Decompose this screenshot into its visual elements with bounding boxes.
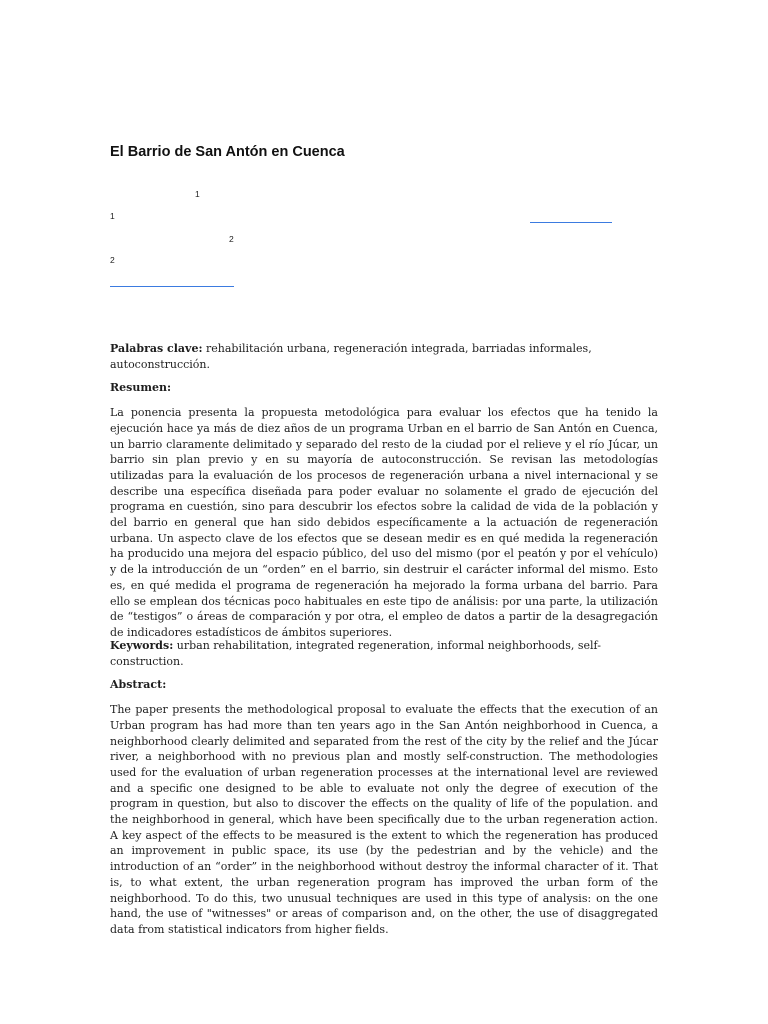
keywords-label-en: Keywords:	[110, 639, 174, 652]
spanish-keywords	[110, 341, 658, 372]
affiliation-1-mark: 1	[110, 211, 115, 221]
keywords-label-es: Palabras clave:	[110, 342, 203, 355]
english-abstract-section	[110, 638, 658, 938]
paper-title: El Barrio de San Antón en Cuenca	[110, 144, 345, 160]
resumen-text: La ponencia presenta la propuesta metodológica para evaluar los efectos que ha tenido la ejecución hace ya más de diez años de un programa Urban en el barrio de San Antón en Cuenca, un barrio claramente delimitado y separado del resto de la ciudad por el relieve y el río Júcar, un barrio sin plan previo y en su mayoría de autoconstrucción. Se revisan las metodologías utilizadas para la evaluación de los procesos de regeneración urbana a nivel internacional y se describe una específica diseñada para poder evaluar no solamente el grado de ejecución del programa en cuestión, sino para descubrir los efectos sobre la calidad de vida de la población y del barrio en general que han sido debidos específicamente a la actuación de regeneración urbana. Un aspecto clave de los efectos que se desean medir es en qué medida la regeneración ha producido una mejora del espacio público, del uso del mismo (por el peatón y por el vehículo) y de la introducción de un “orden” en el barrio, sin destruir el carácter informal del mismo. Esto es, en qué medida el programa de regeneración ha mejorado la forma urbana del barrio. Para ello se emplean dos técnicas poco habituales en este tipo de análisis: por una parte, la utilización de “testigos” o áreas de comparación y por otra, el empleo de datos a partir de la desagregación de indicadores estadísticos de ámbitos superiores.	[110, 406, 658, 639]
spanish-abstract-section	[110, 341, 658, 641]
author-1-email-link[interactable]	[530, 222, 612, 223]
abstract-heading: Abstract:	[110, 678, 167, 692]
keywords-text-es: rehabilitación urbana, regeneración integrada, barriadas informales, autoconstrucción.	[110, 342, 592, 371]
resumen-heading: Resumen:	[110, 381, 172, 395]
keywords-text-en: urban rehabilitation, integrated regeneration, informal neighborhoods, self-construction.	[110, 639, 601, 668]
abstract-text: The paper presents the methodological proposal to evaluate the effects that the execution of an Urban program has had more than ten years ago in the San Antón neighborhood in Cuenca, a neighborhood clearly delimited and separated from the rest of the city by the relief and the Júcar river, a neighborhood with no previous plan and mostly self-construction. The methodologies used for the evaluation of urban regeneration processes at the international level are reviewed and a specific one designed to be able to evaluate not only the degree of execution of the program in question, but also to discover the effects on the quality of life of the population. and the neighborhood in general, which have been specifically due to the urban regeneration action. A key aspect of the effects to be measured is the extent to which the regeneration has produced an improvement in public space, its use (by the pedestrian and by the vehicle) and the introduction of an “order” in the neighborhood without destroy the informal character of it. That is, to what extent, the urban regeneration program has improved the urban form of the neighborhood. To do this, two unusual techniques are used in this type of analysis: on the one hand, the use of "witnesses" or areas of comparison and, on the other, the use of disaggregated data from statistical indicators from higher fields.	[110, 703, 658, 936]
english-keywords	[110, 638, 658, 669]
author-2-email-link[interactable]	[110, 286, 234, 287]
author-2-affiliation-mark: 2	[229, 234, 234, 244]
author-1-affiliation-mark: 1	[195, 189, 200, 199]
affiliation-2-mark: 2	[110, 255, 115, 265]
